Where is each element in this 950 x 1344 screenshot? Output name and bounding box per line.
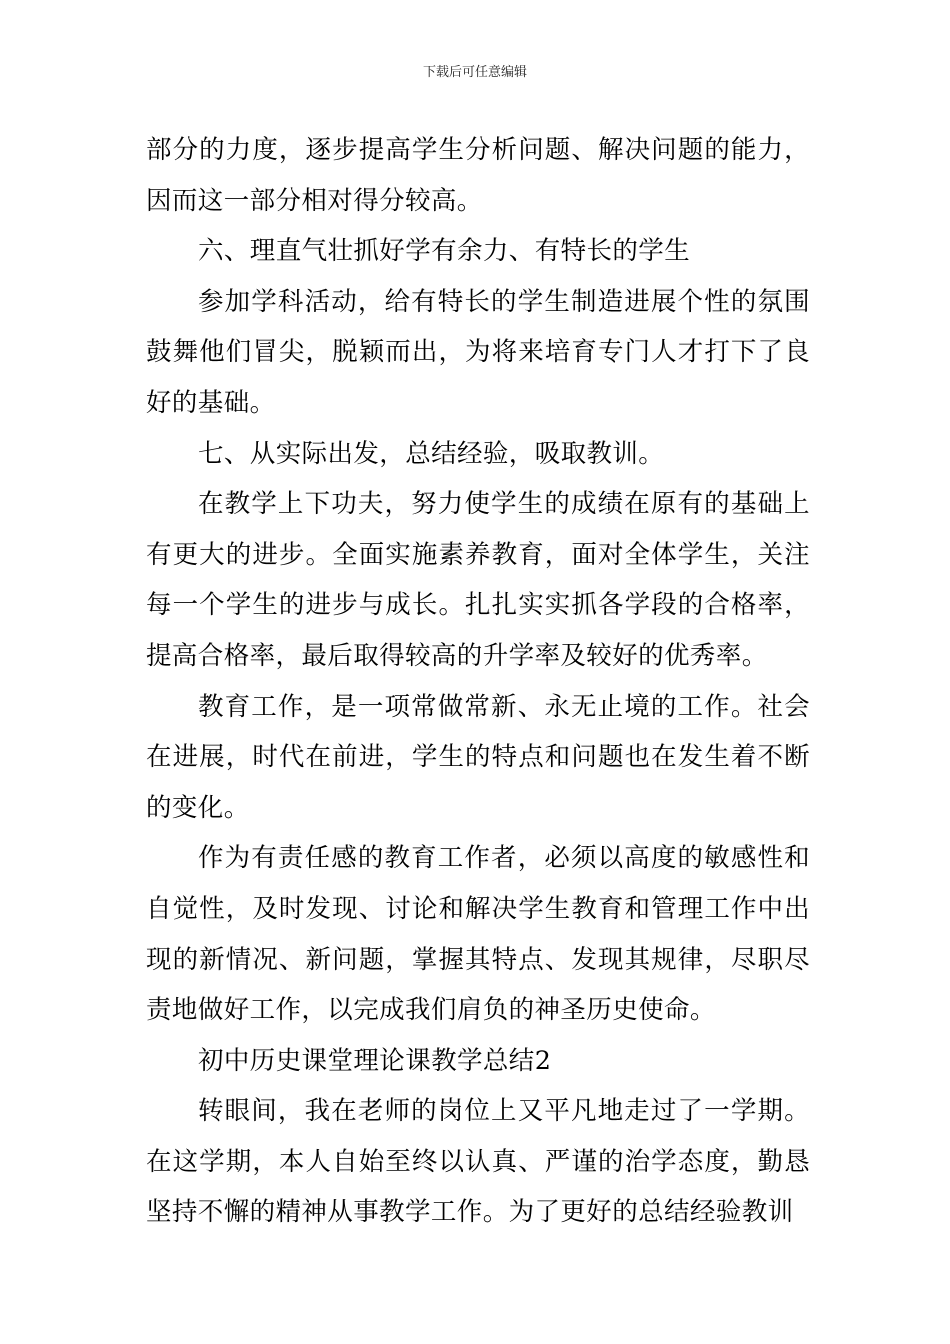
document-body	[146, 125, 810, 1238]
paragraph: 作为有责任感的教育工作者，必须以高度的敏感性和自觉性，及时发现、讨论和解决学生教育和管理工作中出现的新情况、新问题，掌握其特点、发现其规律，尽职尽责地做好工作，以完成我们肩负的神圣历史使命。	[146, 843, 810, 1026]
document-subtitle: 初中历史课堂理论课教学总结2	[198, 1045, 552, 1076]
paragraph: 转眼间，我在老师的岗位上又平凡地走过了一学期。在这学期，本人自始至终以认真、严谨的治学态度，勤恳坚持不懈的精神从事教学工作。为了更好的总结经验教训	[146, 1096, 810, 1228]
page-header: 下载后可任意编辑	[422, 65, 527, 80]
paragraph-continuation: 部分的力度，逐步提高学生分析问题、解决问题的能力，因而这一部分相对得分较高。	[146, 135, 810, 216]
section-heading-six: 六、理直气壮抓好学有余力、有特长的学生	[198, 236, 691, 267]
paragraph: 在教学上下功夫，努力使学生的成绩在原有的基础上有更大的进步。全面实施素养教育，面对全体学生，关注每一个学生的进步与成长。扎扎实实抓各学段的合格率，提高合格率，最后取得较高的升学率及较好的优秀率。	[146, 489, 810, 671]
paragraph: 教育工作，是一项常做常新、永无止境的工作。社会在进展，时代在前进，学生的特点和问题也在发生着不断的变化。	[146, 691, 810, 823]
section-heading-seven: 七、从实际出发，总结经验，吸取教训。	[198, 438, 665, 469]
paragraph: 参加学科活动，给有特长的学生制造进展个性的氛围鼓舞他们冒尖，脱颖而出，为将来培育专门人才打下了良好的基础。	[146, 286, 810, 418]
